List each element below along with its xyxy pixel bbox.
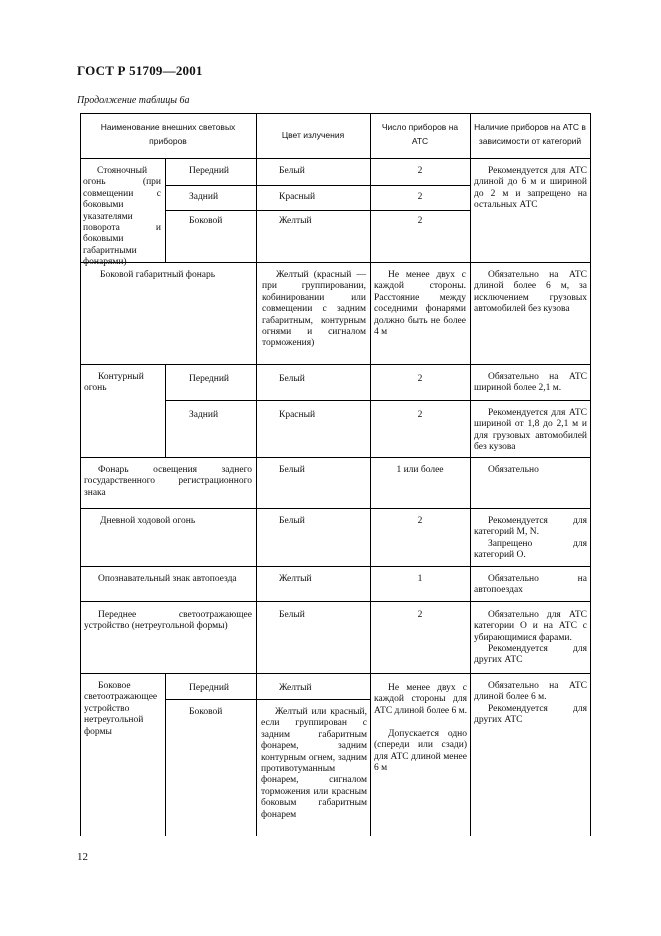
row-side-reflector-count-1: Не менее двух с каждой стороны для АТС длиной более 6 м. [374, 683, 468, 716]
row-contour-count-front: 2 [417, 374, 423, 384]
row-contour-presence-front: Обязательно на АТС шириной более 2,1 м. [474, 372, 587, 394]
row-side-marker-presence: Обязательно на АТС длиной более 6 м, за исключением грузовых автомобилей без кузова [474, 270, 587, 315]
row-side-reflector-color-side: Желтый или красный, если группирован с задним габаритным фонарем, задним контурным огнем, задним противотуманным фонарем, сигналом торможения или красным боковым габаритным фонарем [261, 707, 367, 820]
row-id-sign-presence: Обязательно на автопоездах [474, 574, 587, 596]
row-side-reflector-presence-2: Рекомендуется для других АТС [474, 704, 587, 726]
row-side-reflector-pos-front: Передний [189, 683, 230, 693]
row-parking-color-side: Желтый [279, 216, 312, 226]
row-contour-color-rear: Красный [279, 410, 316, 420]
row-plate-color: Белый [279, 465, 305, 475]
row-side-reflector-pos-side: Боковой [189, 707, 223, 717]
row-contour-pos-front: Передний [189, 374, 230, 384]
row-drl-color: Белый [279, 516, 305, 526]
row-front-reflector-color: Белый [279, 610, 305, 620]
column-header-count: Число приборов на АТС [381, 122, 459, 146]
row-id-sign-name: Опознавательный знак автопоезда [98, 574, 237, 584]
row-id-sign-count: 1 [417, 574, 423, 584]
row-parking-presence: Рекомендуется для АТС длиной до 6 м и шириной до 2 м и запрещено на остальных АТС [474, 166, 587, 211]
document-header: ГОСТ Р 51709—2001 [77, 63, 203, 78]
row-plate-name: Фонарь освещения заднего государственного регистрационного знака [84, 465, 252, 498]
row-front-reflector-count: 2 [417, 610, 423, 620]
row-parking-color-front: Белый [279, 166, 305, 176]
row-drl-presence-2: Запрещено для категорий О. [474, 539, 587, 561]
row-side-reflector-color-front: Желтый [279, 683, 312, 693]
column-header-name: Наименование внешних световых приборов [100, 122, 236, 146]
column-header-presence: Наличие приборов на АТС в зависимости от категорий [474, 122, 586, 146]
row-side-reflector-presence-1: Обязательно на АТС длиной более 6 м. [474, 681, 587, 703]
row-drl-presence-1: Рекомендуется для категорий М, N. [474, 516, 587, 538]
row-side-marker-name: Боковой габаритный фонарь [100, 270, 216, 280]
row-side-marker-count: Не менее двух с каждой стороны. Расстояние между соседними фонарями должно быть не более 4 м [374, 270, 466, 338]
row-parking-name: Стояночный огонь (при совмещении с боковыми указателями поворота и боковыми габаритными фонарями) [83, 166, 161, 268]
row-side-reflector-name: Боковое светоотражающее устройство нетреугольной формы [84, 681, 158, 737]
row-contour-color-front: Белый [279, 374, 305, 384]
row-drl-name: Дневной ходовой огонь [100, 516, 196, 526]
row-parking-count-rear: 2 [417, 192, 423, 202]
row-parking-color-rear: Красный [279, 192, 316, 202]
row-contour-count-rear: 2 [417, 410, 423, 420]
row-parking-pos-rear: Задний [189, 192, 219, 202]
row-contour-presence-rear: Рекомендуется для АТС шириной от 1,8 до 2,1 м и для грузовых автомобилей без кузова [474, 408, 587, 453]
row-side-marker-color: Желтый (красный — при группировании, кобинировании или совмещении с задним габаритным, контурным огнями и сигналом торможения) [262, 270, 366, 349]
row-plate-count: 1 или более [396, 465, 444, 475]
row-id-sign-color: Желтый [279, 574, 312, 584]
page-number: 12 [77, 851, 88, 863]
row-contour-pos-rear: Задний [189, 410, 219, 420]
row-front-reflector-presence-1: Обязательно для АТС категории О и на АТС с убирающимися фарами. [474, 610, 587, 643]
row-plate-presence: Обязательно [488, 465, 539, 475]
row-drl-count: 2 [417, 516, 423, 526]
row-contour-name: Контурный огонь [84, 372, 144, 394]
row-front-reflector-presence-2: Рекомендуется для других АТС [474, 644, 587, 666]
row-front-reflector-name: Переднее светоотражающее устройство (нетреугольной формы) [84, 610, 252, 632]
row-parking-count-front: 2 [417, 166, 423, 176]
row-side-reflector-count-2: Допускается одно (спереди или сзади) для АТС длиной менее 6 м [374, 729, 467, 774]
column-header-color: Цвет излучения [281, 130, 345, 140]
row-parking-count-side: 2 [417, 216, 423, 226]
row-parking-pos-front: Передний [189, 166, 230, 176]
table-continuation-label: Продолжение таблицы 6а [77, 95, 190, 106]
row-parking-pos-side: Боковой [189, 216, 223, 226]
